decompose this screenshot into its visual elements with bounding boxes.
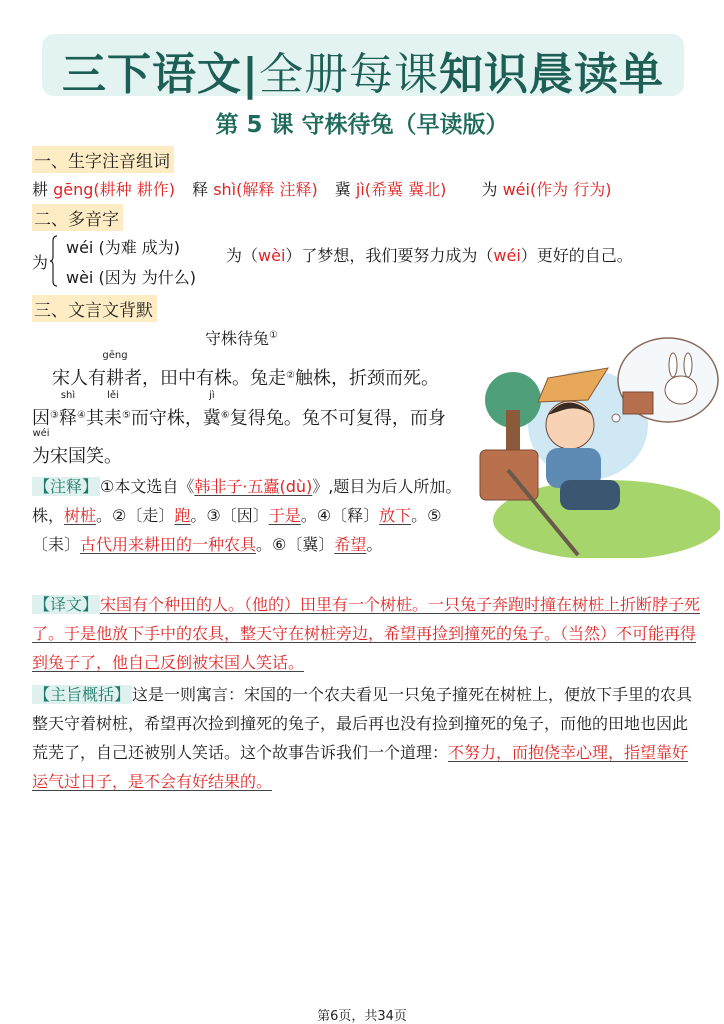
annotated-char: [202, 390, 221, 430]
highlight: 跑: [174, 506, 191, 525]
text: 宋国笑。: [50, 446, 122, 467]
stump-icon: [480, 450, 538, 500]
pinyin: shì: [60, 390, 76, 401]
text: ）更好的自己。: [520, 246, 633, 265]
page-title: [42, 38, 684, 102]
highlight: 韩非子·五蠹(dù): [194, 477, 313, 496]
text: 复得兔。兔不可复得，而身: [229, 408, 446, 429]
polyphonic-char: 为: [32, 253, 49, 272]
pinyin: wèi: [258, 246, 286, 265]
story-illustration: [468, 330, 720, 558]
highlight: 树桩: [64, 506, 97, 525]
pinyin: wéi: [502, 180, 530, 199]
text: 触株，折颈而死。: [294, 368, 439, 389]
char: 为: [481, 180, 498, 199]
text: ）了梦想，我们要努力成为（: [285, 246, 494, 265]
highlight: 放下: [379, 506, 412, 525]
char: 冀: [334, 180, 351, 199]
summary-paragraph: [32, 680, 702, 796]
title-part-subject: 三下语文: [61, 49, 242, 100]
translation-tag: 【译文】: [34, 595, 99, 614]
char: 为: [32, 446, 50, 467]
brace-icon: [50, 235, 58, 287]
poem-line-2: [32, 390, 446, 430]
char: 耒: [103, 408, 122, 429]
footnote-marker: ②: [286, 370, 295, 381]
footnote-marker: ⑤: [121, 410, 131, 421]
text: 。⑤〔耒〕: [32, 506, 442, 554]
pinyin: wèi: [66, 268, 94, 287]
text: 。②〔走〕: [96, 506, 175, 525]
pinyin: jì: [209, 390, 215, 401]
pinyin: wéi: [32, 428, 50, 439]
character-entries: [32, 177, 612, 200]
notes-paragraph: [32, 472, 462, 559]
footnote-marker: ③: [50, 410, 59, 421]
title-part-topic: 知识晨读单: [439, 49, 665, 100]
words: (解释 注释): [236, 180, 318, 199]
translation-text: 宋国有个种田的人。（他的）田里有一个树桩。一只兔子奔跑时撞在树桩上折断脖子死了。于是他放下手中的农具，整天守在树桩旁边，希望再捡到撞死的兔子。（当然）不可能再得到兔子了，他自己反倒被宋国人笑话。: [32, 595, 701, 672]
highlight: 希望: [334, 535, 367, 554]
pinyin: wéi: [493, 246, 521, 265]
highlight: 于是: [268, 506, 301, 525]
highlight: 古代用来耕田的一种农具: [80, 535, 257, 554]
page-indicator: 第6页，共34页: [317, 1009, 407, 1024]
pinyin: shì: [213, 180, 237, 199]
title-banner: [42, 34, 684, 100]
words: (因为 为什么): [98, 268, 197, 287]
words: (耕种 耕作): [93, 180, 175, 199]
pinyin: gēng: [102, 350, 128, 361]
pinyin: lěi: [107, 390, 119, 401]
text: 而守株，: [130, 408, 203, 429]
reading-1: [66, 235, 180, 258]
words: (作为 行为): [529, 180, 612, 199]
footnote-marker: ④: [76, 410, 86, 421]
text: ①本文选自《: [100, 477, 195, 496]
words: (希冀 冀北): [364, 180, 447, 199]
annotated-char: [58, 390, 77, 430]
text: 者，田中有株。兔走: [124, 368, 286, 389]
pinyin: jì: [355, 180, 365, 199]
section-heading-polyphonic: 二、多音字: [32, 204, 123, 231]
title-part-scope: 全册每课: [259, 49, 440, 100]
char-entry: [32, 180, 175, 199]
pinyin: wéi: [66, 238, 94, 257]
char-entry: [192, 180, 318, 199]
polyphonic-group: [32, 232, 232, 290]
polyphonic-example-sentence: [226, 243, 633, 266]
text: 。: [366, 535, 383, 554]
summary-moral: 不努力，而抱侥幸心理，指望靠好运气过日子，是不会有好结果的。: [32, 743, 689, 791]
char-entry: [481, 180, 611, 199]
text: 其: [85, 408, 104, 429]
text: 。③〔因〕: [190, 506, 269, 525]
poem-title: [205, 326, 278, 349]
title-text: 守株待兔: [205, 329, 270, 348]
text: 》,题目为后人所加。株，: [32, 477, 462, 525]
poem-line-3: [32, 428, 122, 468]
char: 耕: [106, 368, 124, 389]
title-separator: |: [241, 49, 260, 100]
poem-line-1: [52, 350, 439, 390]
char: 耕: [32, 180, 49, 199]
footnote-marker: ⑥: [220, 410, 230, 421]
summary-text: 这是一则寓言：宋国的一个农夫看见一只兔子撞死在树桩上，便放下手里的农具整天守着树桩，希望再次捡到撞死的兔子，最后再也没有捡到撞死的兔子，而他的田地也因此荒芜了，自己还被别人笑话。这个故事告诉我们一个道理：: [32, 685, 693, 762]
translation-paragraph: [32, 590, 702, 677]
char-entry: [335, 180, 447, 199]
char: 释: [192, 180, 209, 199]
words: (为难 成为): [98, 238, 181, 257]
rabbit-icon: [665, 376, 697, 404]
text: 。④〔释〕: [300, 506, 380, 525]
footnote-marker: ①: [269, 330, 278, 341]
pinyin: gēng: [53, 180, 94, 199]
reading-2: [66, 265, 196, 288]
char: 释: [58, 408, 77, 429]
text: 因: [32, 408, 50, 429]
section-heading-new-characters: 一、生字注音组词: [32, 146, 174, 173]
section-heading-classical-text: 三、文言文背默: [32, 295, 157, 322]
notes-tag: 【注释】: [34, 477, 99, 496]
text: 为（: [226, 246, 259, 265]
text: 。⑥〔冀〕: [256, 535, 335, 554]
lesson-title: 第 5 课 守株待兔（早读版）: [215, 112, 509, 138]
summary-tag: 【主旨概括】: [34, 685, 131, 704]
char: 冀: [202, 408, 221, 429]
annotated-char: [32, 428, 50, 468]
annotated-char: [102, 350, 128, 390]
annotated-char: [103, 390, 122, 430]
text: 宋人有: [52, 368, 106, 389]
